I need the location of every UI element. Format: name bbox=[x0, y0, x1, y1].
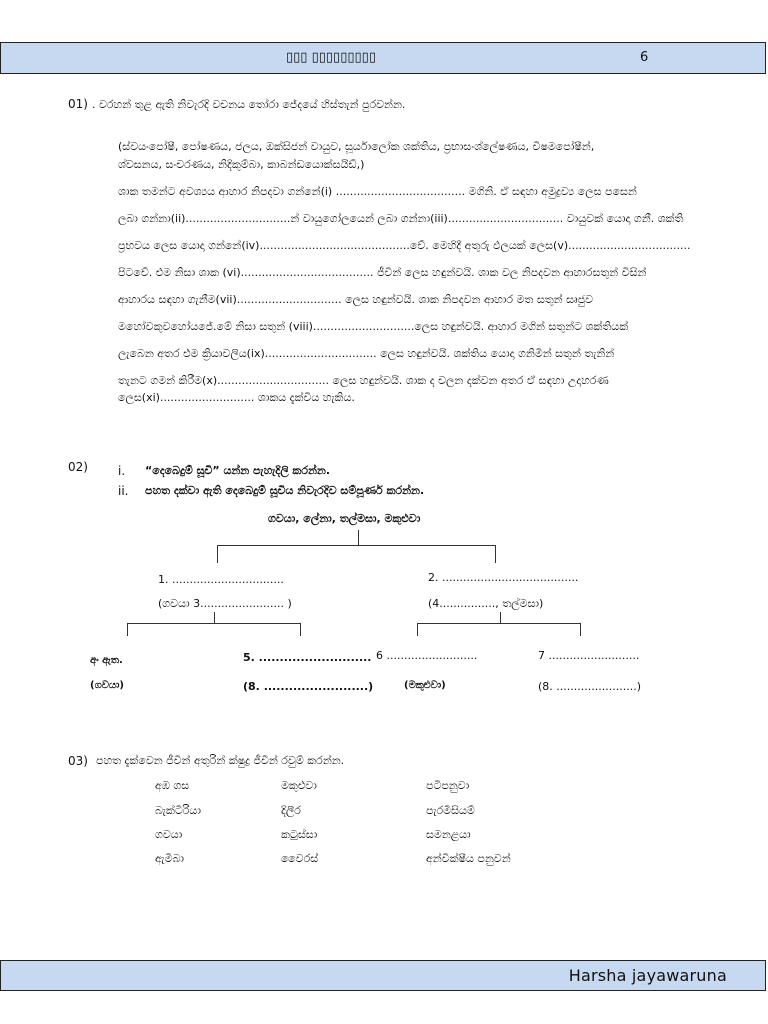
organism-item: පැරමීසියම් bbox=[426, 804, 475, 817]
connector-line bbox=[214, 612, 215, 623]
page-number: 6 bbox=[640, 50, 649, 65]
organism-item: වෛරස් bbox=[281, 852, 319, 865]
header-title: ▯▯▯ ▯▯▯▯▯▯▯▯▯ bbox=[286, 50, 376, 65]
q1-paragraph-line: ආහාරය සඳහා ගැනීම(vii).............................. ලෙස හඳුන්වයි. ශාක නිපදවන ආහාර මත සතුන් සෘජුව bbox=[118, 293, 593, 306]
q1-paragraph-line: ශාක තමන්ට අවශ්‍යය ආහාර නිපදවා ගන්නේ(i) ..................................... මගිනි. ඒ සඳහා අමුද්‍රව්‍ය ලෙස පසෙන් bbox=[118, 185, 637, 198]
q3-instruction: පහත දැක්වෙන ජීවීන් අතුරින් ක්ෂුද්‍ර ජීවීන් රවුම් කරන්න. bbox=[96, 754, 345, 767]
q1-paragraph-line: පිටවේ. එම නිසා ශාක (vi)...................................... ජීවීන් ලෙස හඳුන්වයි. ශාක වල නිපදවන ආහාරසතුන් විසින් bbox=[118, 266, 647, 279]
connector-line bbox=[580, 623, 581, 636]
q1-instruction: . වරහන් තුළ ඇති නිවැරදි වචනය තෝරා ජේදයේ හිස්තැන් පුරවන්න. bbox=[92, 98, 406, 111]
q1-paragraph-line: ලැබෙන අතර එම ක්‍රියාවලිය(ix)................................ ලෙස හඳුන්වයි. ශක්තිය යොදා ගනිමින් සතුන් තැනින් bbox=[118, 347, 615, 360]
key-leaf-a-value: (ගවයා) bbox=[90, 680, 124, 691]
q2-sub-i-text: “දෙබෙදුම් සූචි” යන්න පැහැදිලි කරන්න. bbox=[145, 464, 331, 477]
q1-word-bank-line-2: ශ්වසනය, සංචරණය, නිදිකුම්බා, කාබන්ඩයොක්සයිඩ්,) bbox=[118, 158, 365, 171]
footer-author: Harsha jayawaruna bbox=[568, 966, 727, 985]
key-root: ගවයා, ලේනා, තල්මසා, මකුළුවා bbox=[268, 512, 421, 525]
key-node-2-label: 2. ....................................... bbox=[428, 571, 579, 584]
key-leaf-7-label: 7 .......................... bbox=[538, 649, 640, 662]
key-leaf-6-value: (මකුළුවා) bbox=[404, 680, 446, 691]
q3-number: 03) bbox=[68, 754, 88, 768]
organism-item: අඹ ගස bbox=[155, 779, 190, 792]
q1-paragraph-line: ප්‍රභවය ලෙස යොදා ගන්නේ(iv)...........................................වේ. මෙහිදී අතුරු ඵලයක් ලෙස(v)................................... bbox=[118, 239, 691, 252]
connector-line bbox=[417, 623, 581, 624]
key-leaf-a-label: අං ඇත. bbox=[90, 655, 123, 666]
key-leaf-6-label: 6 .......................... bbox=[376, 649, 478, 662]
q2-sub-ii-label: ii. bbox=[118, 484, 129, 498]
organism-item: ගවයා bbox=[155, 828, 183, 841]
connector-line bbox=[300, 623, 301, 636]
q2-sub-i-label: i. bbox=[118, 464, 126, 478]
q1-number: 01) bbox=[68, 97, 88, 111]
key-leaf-5-label: 5. ........................... bbox=[243, 651, 372, 664]
organism-item: කටුස්සා bbox=[281, 828, 318, 841]
connector-line bbox=[358, 530, 359, 545]
organism-item: පටිපනුවා bbox=[426, 779, 470, 792]
q2-sub-ii-text: පහත දක්වා ඇති දෙබෙදුම් සූචිය නිවැරදිව සම්පූර්ණ කරන්න. bbox=[145, 484, 425, 497]
q1-paragraph-line: තැනට ගමන් කිරීම(x)................................ ලෙස හඳුන්වයි. ශාක ද චලන දක්වන අතර ඒ සඳහා උදාහරණ bbox=[118, 374, 609, 387]
key-node-1-label: 1. ................................ bbox=[158, 573, 284, 586]
connector-line bbox=[417, 623, 418, 636]
header-band bbox=[0, 42, 766, 74]
connector-line bbox=[217, 545, 496, 546]
organism-item: සමනළයා bbox=[426, 828, 471, 841]
footer-band bbox=[0, 960, 766, 991]
connector-line bbox=[500, 612, 501, 623]
organism-item: දිලීර bbox=[281, 804, 301, 817]
q1-word-bank-line-1: (ස්වයංපෝෂී, පෝෂණය, ජලය, ඔක්සිජන් වායුව, සූර්යාලෝක ශක්තිය, ප්‍රභාසංශ්ලේෂණය, විෂමපෝෂීන්, bbox=[118, 140, 595, 153]
organism-item: ඇමීබා bbox=[155, 852, 184, 865]
q1-paragraph-line: ලෙස(xi)........................... ශාකය දැක්විය හැකිය. bbox=[118, 391, 355, 404]
organism-item: අන්වීක්ෂීය පනුවන් bbox=[426, 852, 511, 865]
connector-line bbox=[127, 623, 128, 636]
q1-paragraph-line: මහෝවකුවහෝයජේ.මේ නිසා සතුන් (viii).............................ලෙස හඳුන්වයි. ආහාර මගින් සතුන්ට ශක්තියක් bbox=[118, 320, 629, 333]
connector-line bbox=[217, 545, 218, 563]
key-leaf-5-value: (8. .........................) bbox=[243, 680, 374, 693]
q2-number: 02) bbox=[68, 460, 88, 474]
key-node-2-group: (4................, තල්මසා) bbox=[428, 597, 544, 610]
connector-line bbox=[127, 623, 301, 624]
organism-item: මකුළුවා bbox=[281, 779, 317, 792]
organism-item: බැක්ටීරියා bbox=[155, 804, 201, 817]
q1-paragraph-line: ලබා ගන්නා(ii)..............................න් වායුගෝලයෙන් ලබා ගන්නා(iii)................................. වායුවක් යොදා ගනී. ශක්ති bbox=[118, 212, 684, 225]
key-node-1-group: (ගවයා 3........................ ) bbox=[158, 597, 292, 610]
key-leaf-7-value: (8. .......................) bbox=[538, 680, 641, 693]
connector-line bbox=[495, 545, 496, 563]
